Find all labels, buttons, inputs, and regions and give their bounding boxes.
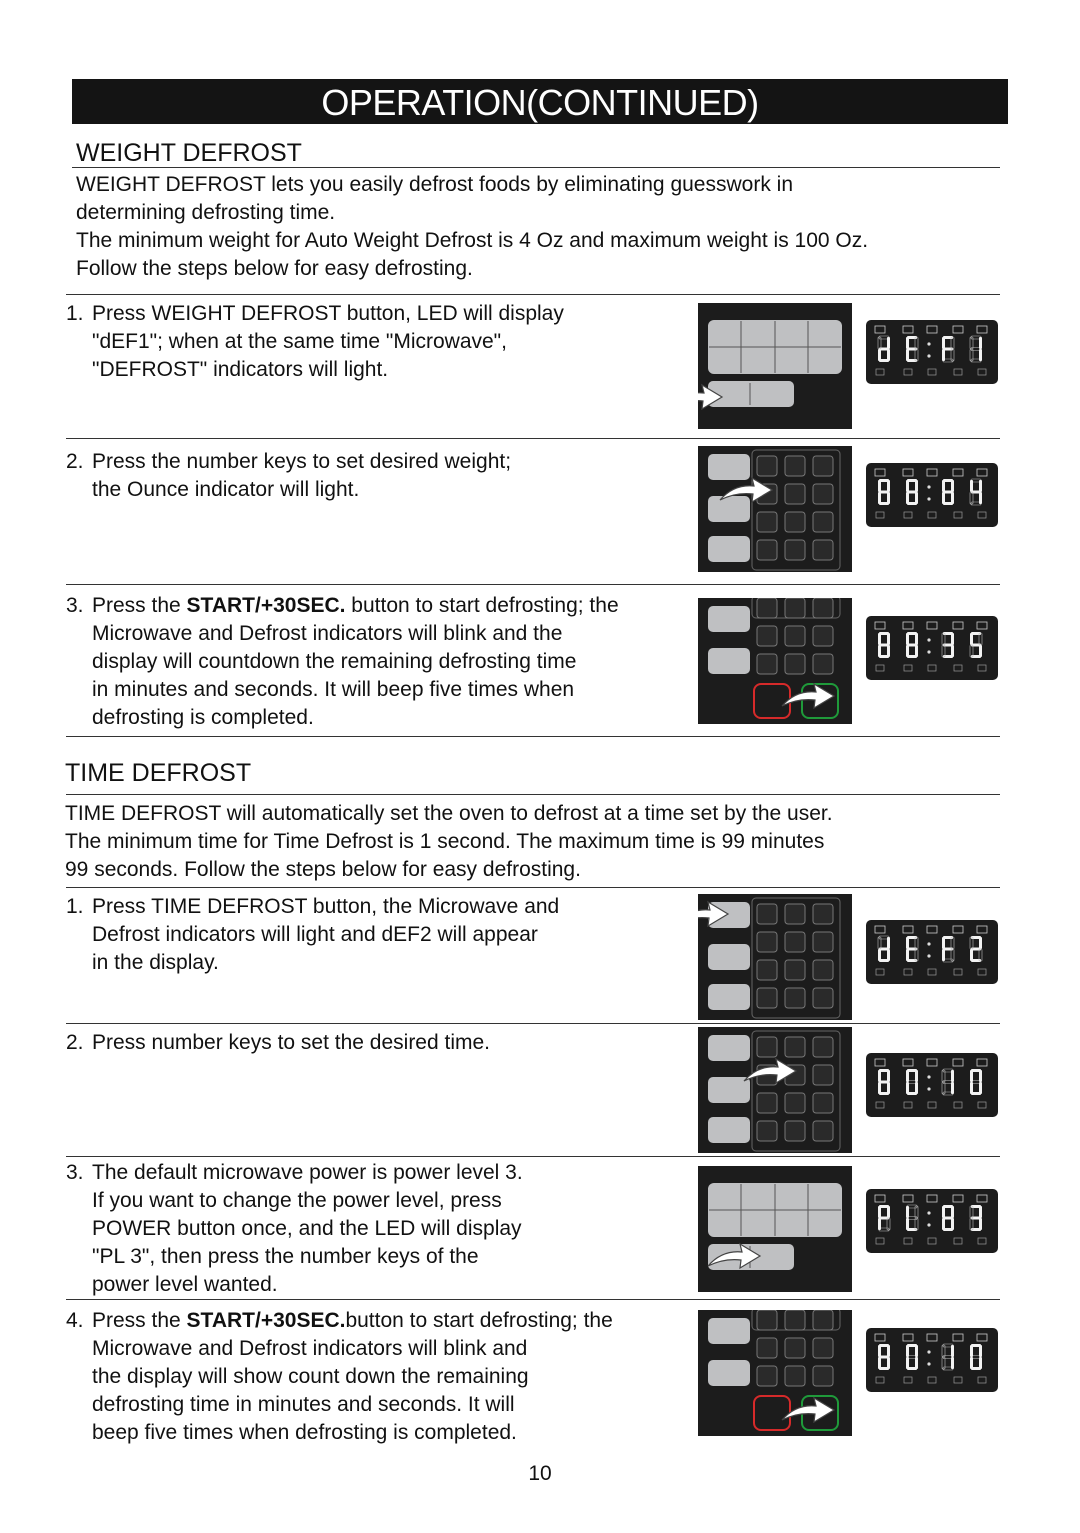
divider <box>66 438 1000 439</box>
start-button-ref: START/+30SEC. <box>186 594 346 617</box>
led-display-illustration <box>866 616 998 680</box>
divider <box>66 1299 1000 1300</box>
step-text: beep five times when defrosting is completed. <box>92 1421 517 1444</box>
step-text: Press number keys to set the desired time. <box>92 1031 491 1054</box>
step-number: 4. <box>66 1309 84 1332</box>
intro-line: The minimum time for Time Defrost is 1 second. The maximum time is 99 minutes <box>65 830 825 853</box>
step-text: Press TIME DEFROST button, the Microwave and <box>92 895 560 918</box>
control-panel-illustration <box>698 446 852 572</box>
time-defrost-heading: TIME DEFROST <box>65 759 252 787</box>
intro-line: TIME DEFROST will automatically set the oven to defrost at a time set by the user. <box>65 802 833 825</box>
step-number: 2. <box>66 1031 84 1054</box>
step-text: the display will show count down the remaining <box>92 1365 529 1388</box>
step-text: power level wanted. <box>92 1273 278 1296</box>
intro-line: 99 seconds. Follow the steps below for easy defrosting. <box>65 858 581 881</box>
step-number: 1. <box>66 895 84 918</box>
led-display-illustration <box>866 320 998 384</box>
divider <box>66 736 1000 737</box>
weight-defrost-intro <box>76 171 868 283</box>
start-button-ref: START/+30SEC. <box>186 1309 346 1332</box>
step-text: "DEFROST" indicators will light. <box>92 358 389 381</box>
control-panel-illustration <box>698 1027 852 1153</box>
step-text: in the display. <box>92 951 219 974</box>
intro-line: The minimum weight for Auto Weight Defrost is 4 Oz and maximum weight is 100 Oz. <box>76 229 869 252</box>
intro-line: Follow the steps below for easy defrosting. <box>76 257 473 280</box>
divider <box>72 167 1000 168</box>
step-text: defrosting time in minutes and seconds. It will <box>92 1393 515 1416</box>
step-number: 1. <box>66 302 84 325</box>
time-defrost-intro <box>65 800 833 884</box>
section-banner: OPERATION(CONTINUED) <box>72 79 1008 124</box>
page-number: 10 <box>528 1462 552 1485</box>
divider <box>66 584 1000 585</box>
control-panel-illustration <box>698 303 852 429</box>
step-text: display will countdown the remaining defrosting time <box>92 650 577 673</box>
control-panel-illustration <box>698 1310 852 1436</box>
led-display-illustration <box>866 920 998 984</box>
led-display-illustration <box>866 1053 998 1117</box>
step-text: defrosting is completed. <box>92 706 314 729</box>
step-text: Microwave and Defrost indicators will blink and the <box>92 622 563 645</box>
intro-line: determining defrosting time. <box>76 201 336 224</box>
control-panel-illustration <box>698 1166 852 1292</box>
step-text: The default microwave power is power level 3. <box>92 1161 523 1184</box>
step-text: "PL 3", then press the number keys of the <box>92 1245 479 1268</box>
led-display-illustration <box>866 463 998 527</box>
led-display-illustration <box>866 1189 998 1253</box>
intro-line: WEIGHT DEFROST lets you easily defrost foods by eliminating guesswork in <box>76 173 793 196</box>
control-panel-illustration <box>698 894 852 1020</box>
step-text: Press the START/+30SEC.button to start defrosting; the <box>92 1309 613 1332</box>
control-panel-illustration <box>698 598 852 724</box>
divider <box>66 794 1000 795</box>
step-text: Press the START/+30SEC. button to start defrosting; the <box>92 594 619 617</box>
led-display-illustration <box>866 1328 998 1392</box>
step-text: Microwave and Defrost indicators will blink and <box>92 1337 528 1360</box>
step-number: 3. <box>66 1161 84 1184</box>
divider <box>66 294 1000 295</box>
step-number: 2. <box>66 450 84 473</box>
step-number: 3. <box>66 594 84 617</box>
divider <box>66 1023 1000 1024</box>
step-text: Defrost indicators will light and dEF2 will appear <box>92 923 538 946</box>
step-text: in minutes and seconds. It will beep five times when <box>92 678 575 701</box>
weight-defrost-heading: WEIGHT DEFROST <box>76 139 302 167</box>
step-text: If you want to change the power level, press <box>92 1189 502 1212</box>
divider <box>66 1156 1000 1157</box>
step-text: Press the number keys to set desired weight; <box>92 450 512 473</box>
step-text: POWER button once, and the LED will display <box>92 1217 522 1240</box>
divider <box>66 887 1000 888</box>
step-text: Press WEIGHT DEFROST button, LED will display <box>92 302 564 325</box>
step-text: the Ounce indicator will light. <box>92 478 360 501</box>
step-text: "dEF1"; when at the same time "Microwave", <box>92 330 507 353</box>
